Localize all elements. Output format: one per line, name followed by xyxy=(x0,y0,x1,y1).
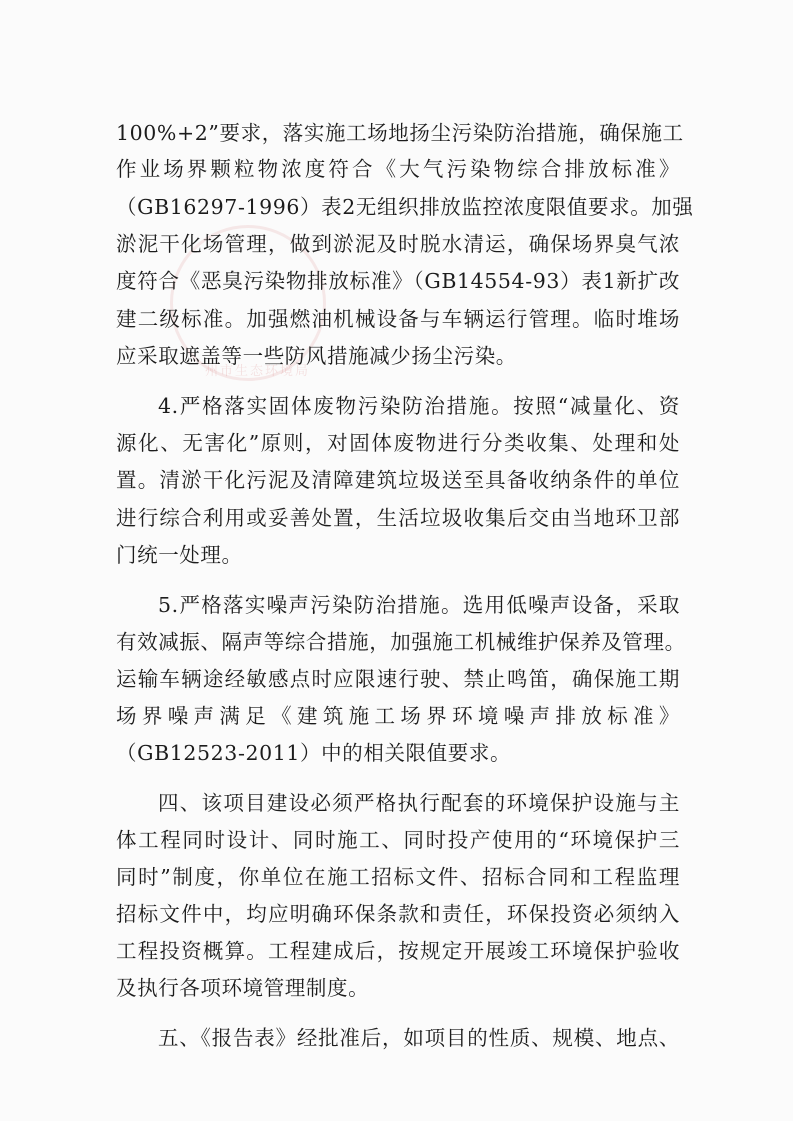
paragraph-2-line-3: 置。清淤干化污泥及清障建筑垃圾送至具备收纳条件的单位 xyxy=(116,468,680,492)
paragraph-1-line-1: 100%+2”要求，落实施工场地扬尘污染防治措施，确保施工 xyxy=(116,121,684,145)
paragraph-3-line-3: 运输车辆途经敏感点时应限速行驶、禁止鸣笛，确保施工期 xyxy=(116,667,680,691)
paragraph-4-line-4: 招标文件中，均应明确环保条款和责任，环保投资必须纳入 xyxy=(116,902,680,926)
paragraph-1-line-2: 作业场界颗粒物浓度符合《大气污染物综合排放标准》 xyxy=(116,157,680,181)
paragraph-5-line-1: 五、《报告表》经批准后，如项目的性质、规模、地点、 xyxy=(158,1026,680,1050)
paragraph-1-line-6: 建二级标准。加强燃油机械设备与车辆运行管理。临时堆场 xyxy=(116,307,680,331)
paragraph-3-line-1: 5.严格落实噪声污染防治措施。选用低噪声设备，采取 xyxy=(158,593,680,617)
paragraph-1-line-4: 淤泥干化场管理，做到淤泥及时脱水清运，确保场界臭气浓 xyxy=(116,232,680,256)
paragraph-4-line-5: 工程投资概算。工程建成后，按规定开展竣工环境保护验收 xyxy=(116,939,680,963)
paragraph-4-line-1: 四、该项目建设必须严格执行配套的环境保护设施与主 xyxy=(158,791,680,815)
paragraph-4-line-6: 及执行各项环境管理制度。 xyxy=(116,976,370,1000)
paragraph-2-line-4: 进行综合利用或妥善处置，生活垃圾收集后交由当地环卫部 xyxy=(116,506,680,530)
paragraph-2-line-1: 4.严格落实固体废物污染防治措施。按照“减量化、资 xyxy=(158,394,680,418)
paragraph-1-line-3: （GB16297-1996）表2无组织排放监控浓度限值要求。加强 xyxy=(116,195,694,219)
paragraph-3-line-4: 场界噪声满足《建筑施工场界环境噪声排放标准》 xyxy=(116,704,680,728)
seal-text: 州市生态环境局 xyxy=(205,364,311,379)
paragraph-1-line-7: 应采取遮盖等一些防风措施减少扬尘污染。 xyxy=(116,344,517,368)
paragraph-4-line-2: 体工程同时设计、同时施工、同时投产使用的“环境保护三 xyxy=(116,828,680,852)
paragraph-3-line-5: （GB12523-2011）中的相关限值要求。 xyxy=(116,741,512,765)
paragraph-1-line-5: 度符合《恶臭污染物排放标准》（GB14554-93）表1新扩改 xyxy=(116,269,680,293)
paragraph-2-line-2: 源化、无害化”原则，对固体废物进行分类收集、处理和处 xyxy=(116,431,680,455)
paragraph-4-line-3: 同时”制度，你单位在施工招标文件、招标合同和工程监理 xyxy=(116,865,680,889)
paragraph-2-line-5: 门统一处理。 xyxy=(116,543,243,567)
paragraph-3-line-2: 有效减振、隔声等综合措施，加强施工机械维护保养及管理。 xyxy=(116,630,686,654)
